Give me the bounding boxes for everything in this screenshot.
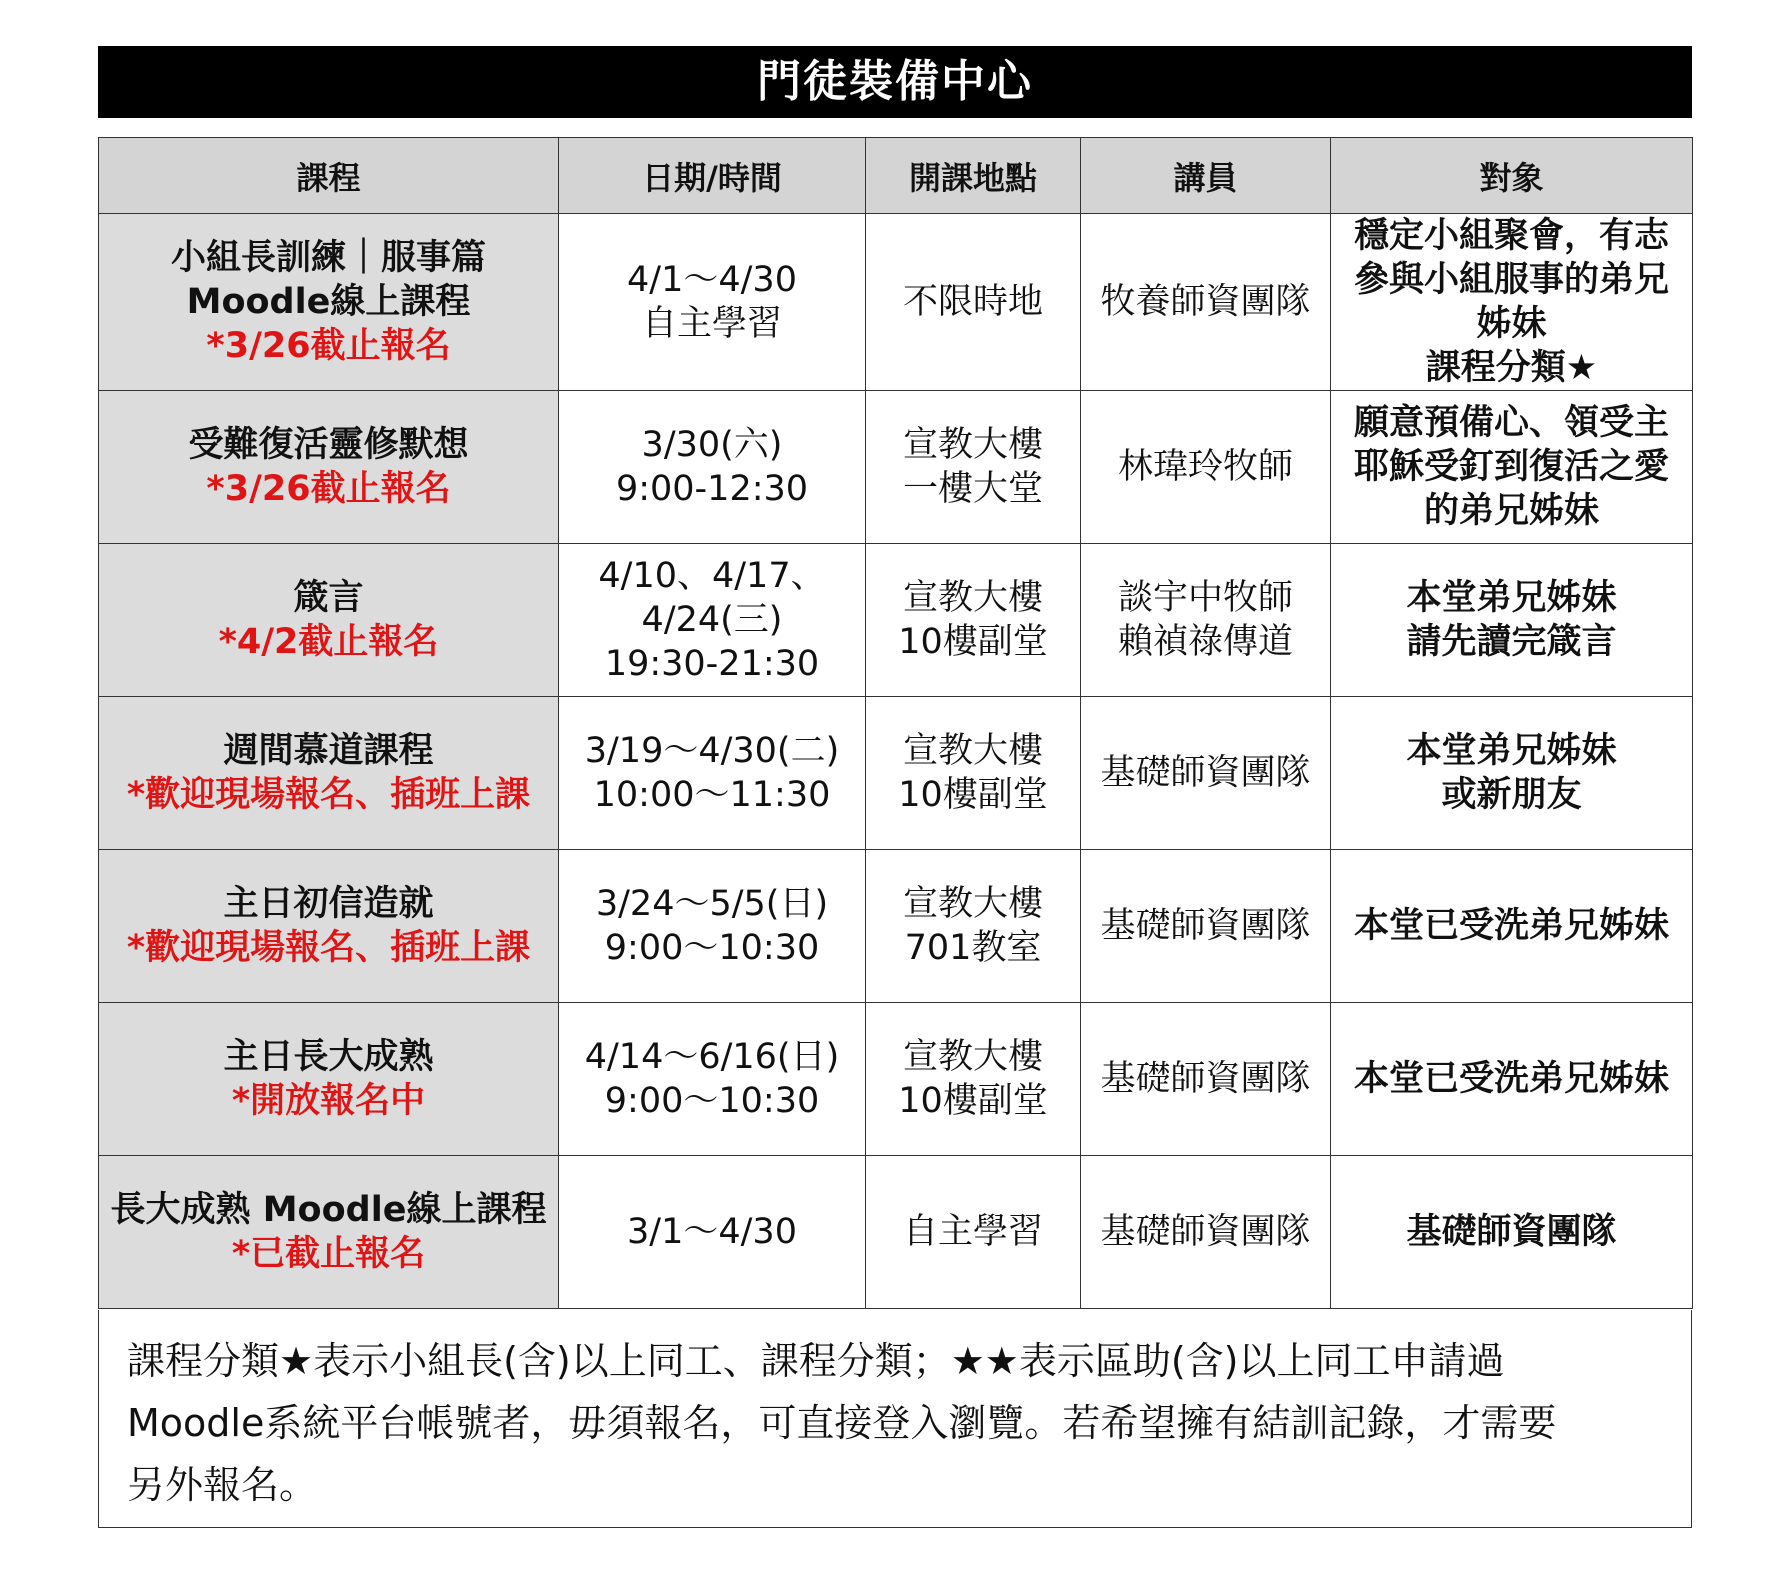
date-line: 19:30-21:30 [604, 644, 820, 684]
course-schedule-table [98, 137, 1693, 1309]
speaker-cell [1081, 697, 1331, 850]
date-line: 自主學習 [641, 304, 782, 344]
target-cell [1331, 214, 1693, 391]
registration-deadline: *歡迎現場報名、插班上課 [126, 928, 531, 968]
target-line: 參與小組服事的弟兄 [1353, 260, 1669, 300]
target-cell [1331, 1156, 1693, 1309]
registration-deadline: *開放報名中 [231, 1081, 426, 1121]
target-cell [1331, 391, 1693, 544]
location-line: 10樓副堂 [898, 622, 1048, 662]
target-line: 姊妹 [1476, 304, 1547, 344]
target-line: 基礎師資團隊 [1406, 1212, 1617, 1252]
speaker-line: 基礎師資團隊 [1100, 1059, 1311, 1099]
table-body [99, 214, 1693, 1309]
table-row [99, 544, 1693, 697]
speaker-cell [1081, 391, 1331, 544]
location-line: 10樓副堂 [898, 1081, 1048, 1121]
date-line: 3/19～4/30(二) [584, 731, 840, 771]
target-cell [1331, 1003, 1693, 1156]
target-line: 本堂弟兄姊妹 [1406, 731, 1617, 771]
footnote [98, 1310, 1692, 1528]
datetime-cell [559, 214, 866, 391]
speaker-cell [1081, 850, 1331, 1003]
speaker-cell [1081, 214, 1331, 391]
target-line: 穩定小組聚會，有志 [1353, 216, 1669, 256]
speaker-line: 牧養師資團隊 [1100, 282, 1311, 322]
registration-deadline: *3/26截止報名 [206, 326, 451, 366]
target-cell [1331, 850, 1693, 1003]
course-name: Moodle線上課程 [186, 282, 471, 322]
target-line: 請先讀完箴言 [1406, 622, 1617, 662]
target-line: 本堂已受洗弟兄姊妹 [1353, 906, 1669, 946]
course-name: 箴言 [293, 578, 364, 618]
table-row [99, 697, 1693, 850]
location-cell [866, 391, 1081, 544]
target-line: 或新朋友 [1441, 775, 1582, 815]
table-row [99, 850, 1693, 1003]
speaker-cell [1081, 544, 1331, 697]
location-line: 宣教大樓 [902, 425, 1043, 465]
location-line: 10樓副堂 [898, 775, 1048, 815]
datetime-cell [559, 850, 866, 1003]
location-cell [866, 697, 1081, 850]
target-line: 的弟兄姊妹 [1423, 491, 1599, 531]
header-course: 課程 [99, 138, 559, 214]
header-location: 開課地點 [866, 138, 1081, 214]
course-cell [99, 544, 559, 697]
footnote-line: Moodle系統平台帳號者，毋須報名，可直接登入瀏覽。若希望擁有結訓記錄，才需要 [127, 1401, 1557, 1445]
speaker-line: 賴禎祿傳道 [1117, 622, 1293, 662]
datetime-cell [559, 544, 866, 697]
target-line: 課程分類★ [1425, 348, 1598, 388]
location-line: 宣教大樓 [902, 731, 1043, 771]
table-header-row [99, 138, 1693, 214]
target-cell [1331, 697, 1693, 850]
date-line: 9:00～10:30 [604, 928, 820, 968]
date-line: 10:00～11:30 [593, 775, 831, 815]
header-datetime: 日期/時間 [559, 138, 866, 214]
course-name: 小組長訓練｜服事篇 [170, 238, 486, 278]
header-target: 對象 [1331, 138, 1693, 214]
date-line: 4/10、4/17、 [598, 556, 826, 596]
datetime-cell [559, 1003, 866, 1156]
target-line: 本堂已受洗弟兄姊妹 [1353, 1059, 1669, 1099]
course-name: 受難復活靈修默想 [188, 425, 469, 465]
date-line: 3/30(六) [641, 425, 783, 465]
registration-deadline: *3/26截止報名 [206, 469, 451, 509]
location-line: 宣教大樓 [902, 578, 1043, 618]
table-row [99, 1156, 1693, 1309]
date-line: 3/24～5/5(日) [595, 884, 829, 924]
speaker-line: 談宇中牧師 [1117, 578, 1293, 618]
date-line: 3/1～4/30 [627, 1212, 797, 1252]
course-cell [99, 214, 559, 391]
location-line: 不限時地 [902, 282, 1043, 322]
registration-deadline: *4/2截止報名 [218, 622, 439, 662]
course-name: 長大成熟 Moodle線上課程 [110, 1190, 547, 1230]
course-cell [99, 850, 559, 1003]
target-line: 本堂弟兄姊妹 [1406, 578, 1617, 618]
location-cell [866, 214, 1081, 391]
course-name: 週間慕道課程 [223, 731, 434, 771]
table-row [99, 391, 1693, 544]
course-cell [99, 1003, 559, 1156]
location-cell [866, 1156, 1081, 1309]
location-line: 自主學習 [902, 1212, 1043, 1252]
date-line: 9:00-12:30 [615, 469, 809, 509]
datetime-cell [559, 391, 866, 544]
datetime-cell [559, 697, 866, 850]
location-line: 宣教大樓 [902, 884, 1043, 924]
date-line: 4/24(三) [641, 600, 783, 640]
course-cell [99, 1156, 559, 1309]
speaker-line: 基礎師資團隊 [1100, 1212, 1311, 1252]
target-line: 願意預備心、領受主 [1353, 403, 1669, 443]
speaker-cell [1081, 1003, 1331, 1156]
table-row [99, 214, 1693, 391]
speaker-line: 林瑋玲牧師 [1117, 447, 1293, 487]
location-cell [866, 1003, 1081, 1156]
footnote-line: 另外報名。 [127, 1463, 318, 1507]
location-line: 一樓大堂 [902, 469, 1043, 509]
location-cell [866, 850, 1081, 1003]
date-line: 4/14～6/16(日) [584, 1037, 840, 1077]
course-name: 主日初信造就 [223, 884, 434, 924]
date-line: 4/1～4/30 [627, 260, 797, 300]
page-title: 門徒裝備中心 [98, 46, 1692, 118]
speaker-line: 基礎師資團隊 [1100, 906, 1311, 946]
course-cell [99, 697, 559, 850]
target-cell [1331, 544, 1693, 697]
datetime-cell [559, 1156, 866, 1309]
date-line: 9:00～10:30 [604, 1081, 820, 1121]
registration-deadline: *已截止報名 [231, 1234, 426, 1274]
header-speaker: 講員 [1081, 138, 1331, 214]
location-line: 701教室 [904, 928, 1042, 968]
location-cell [866, 544, 1081, 697]
table-row [99, 1003, 1693, 1156]
registration-deadline: *歡迎現場報名、插班上課 [126, 775, 531, 815]
location-line: 宣教大樓 [902, 1037, 1043, 1077]
speaker-line: 基礎師資團隊 [1100, 753, 1311, 793]
footnote-line: 課程分類★表示小組長(含)以上同工、課程分類；★★表示區助(含)以上同工申請過 [127, 1339, 1505, 1383]
speaker-cell [1081, 1156, 1331, 1309]
course-name: 主日長大成熟 [223, 1037, 434, 1077]
course-cell [99, 391, 559, 544]
target-line: 耶穌受釘到復活之愛 [1353, 447, 1669, 487]
